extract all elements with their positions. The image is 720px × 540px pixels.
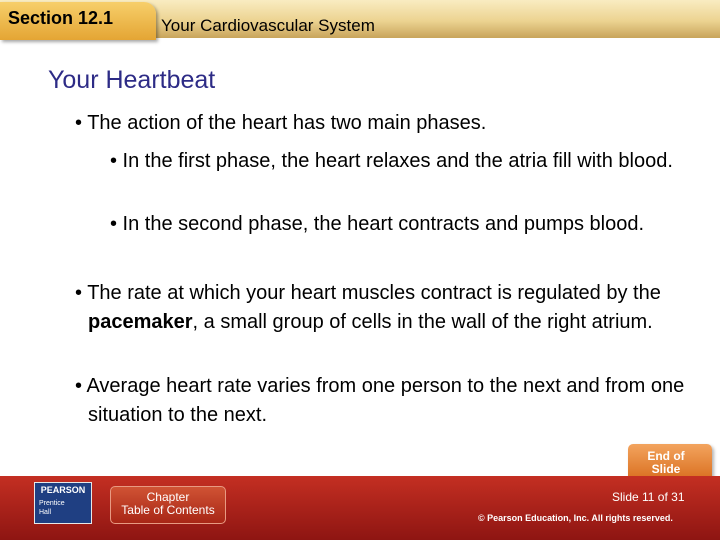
slide-title: Your Heartbeat (48, 66, 216, 94)
chapter-toc-button[interactable] (110, 486, 226, 524)
section-title: Your Cardiovascular System (161, 16, 375, 35)
bullet-main-2 (75, 279, 720, 337)
bullet-sub-1: • In the first phase, the heart relaxes and the atria fill with blood. (110, 150, 673, 172)
bullet-text-pre: • The rate at which your heart muscles contract is regulated by the (75, 282, 661, 304)
bullet-sub-2: • In the second phase, the heart contracts and pumps blood. (110, 213, 645, 235)
chapter-toc-label: Chapter Table of Contents (121, 490, 215, 517)
bullet-main-3: • Average heart rate varies from one person to the next and from one situation to the next. (75, 375, 685, 426)
end-of-slide-label: End of Slide (647, 449, 685, 476)
footer-bar (0, 476, 720, 540)
term-pacemaker: pacemaker (88, 311, 193, 333)
bullet-text-post: , a small group of cells in the wall of the right atrium. (192, 311, 653, 333)
slide-number: Slide 11 of 31 (612, 490, 685, 504)
pearson-logo[interactable] (34, 482, 92, 524)
copyright-text: © Pearson Education, Inc. All rights reserved. (478, 513, 673, 523)
logo-imprint: Prentice Hall (39, 500, 65, 516)
logo-publisher: PEARSON (40, 485, 86, 495)
section-tab (0, 2, 156, 40)
bullet-main-1: • The action of the heart has two main phases. (75, 112, 487, 134)
section-label: Section 12.1 (8, 8, 114, 28)
